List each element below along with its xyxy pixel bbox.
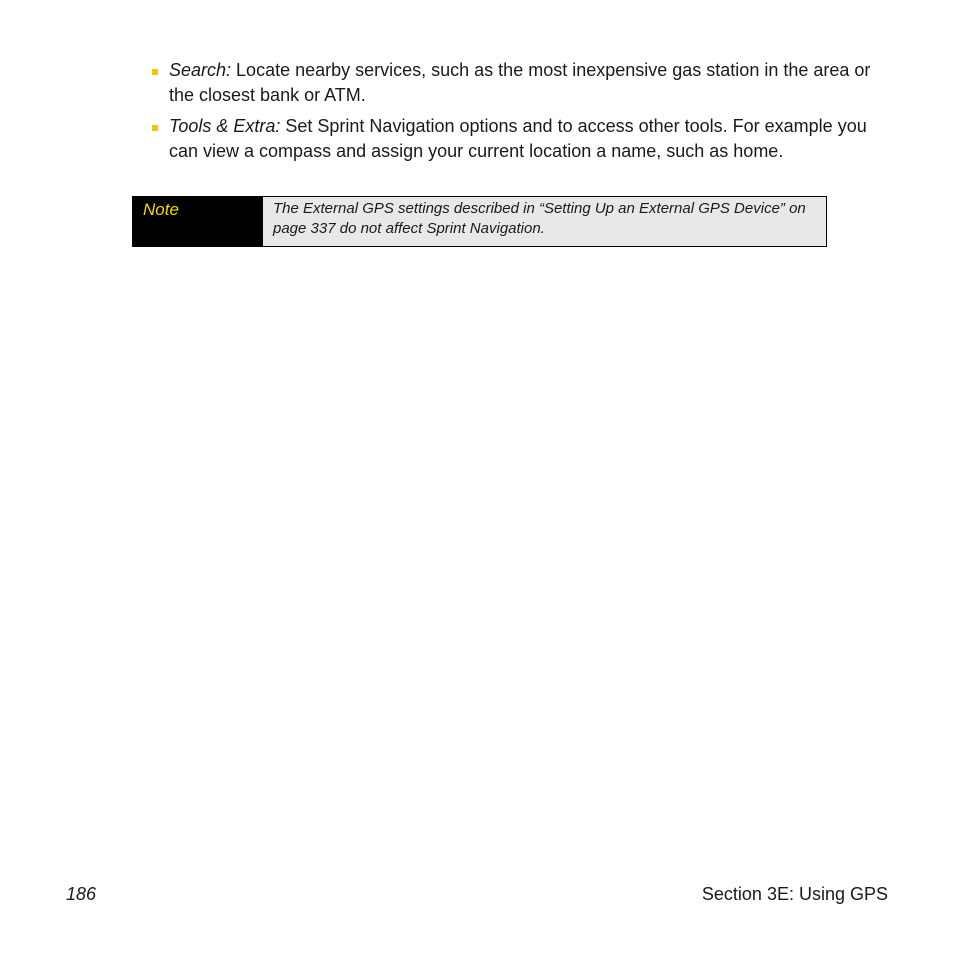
bullet-text: Locate nearby services, such as the most inexpensive gas station in the area or the closest bank or ATM. <box>169 60 871 105</box>
square-bullet-icon <box>152 69 158 75</box>
note-label: Note <box>133 197 263 246</box>
bullet-item-tools-extra <box>150 114 890 164</box>
page-number: 186 <box>66 884 97 904</box>
bullet-text: Set Sprint Navigation options and to access other tools. For example you can view a compass and assign your current location a name, such as home. <box>169 116 867 161</box>
bullet-term: Tools & Extra: <box>169 116 281 136</box>
bullet-term: Search: <box>169 60 232 80</box>
note-box <box>132 196 827 247</box>
bullet-item-search <box>150 58 890 108</box>
note-body: The External GPS settings described in “Setting Up an External GPS Device” on page 337 do not affect Sprint Navigation. <box>263 197 826 246</box>
square-bullet-icon <box>152 125 158 131</box>
section-title: Section 3E: Using GPS <box>701 884 888 904</box>
bullet-list <box>150 58 890 170</box>
